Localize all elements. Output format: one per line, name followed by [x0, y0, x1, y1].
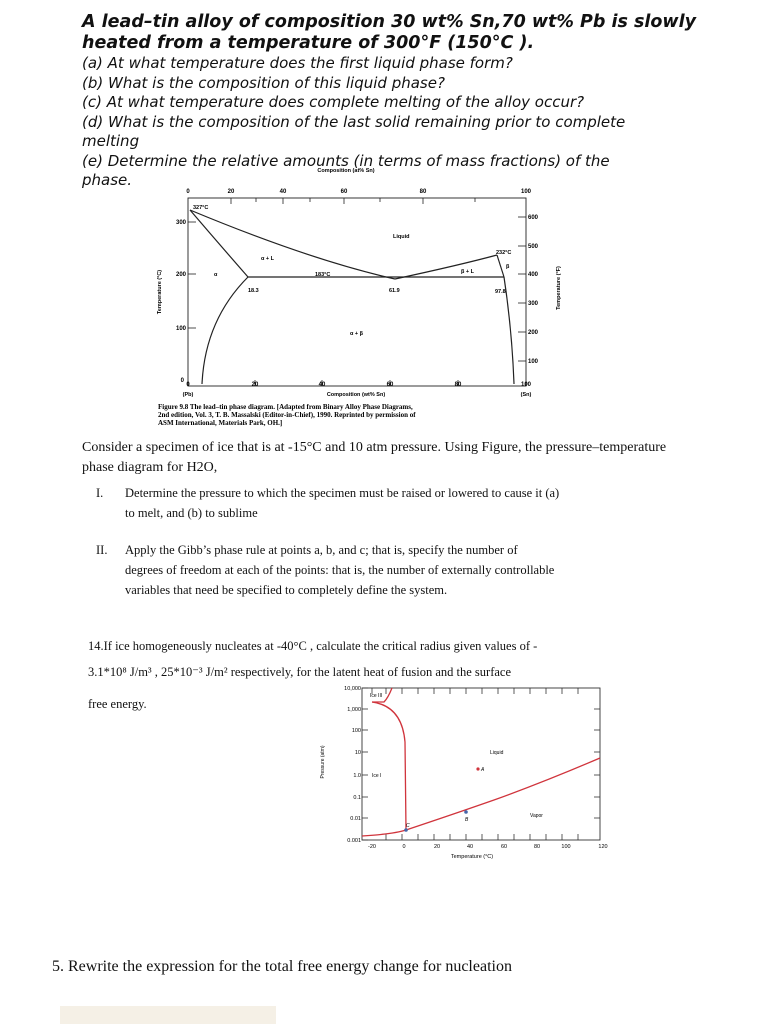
diagram-frame [188, 198, 526, 386]
pb-label: (Pb) [182, 392, 194, 398]
label-beta: β [506, 264, 510, 270]
label-alpha-l: α + L [261, 256, 275, 262]
bottom-tick-0: 0 [186, 382, 190, 388]
question-e-line1: (e) Determine the relative amounts (in terms of mass fractions) of the [82, 151, 610, 170]
bottom-tick-100: 100 [520, 382, 532, 388]
y-tick-1000: 1,000 [347, 707, 361, 713]
question-d-line2: melting [82, 132, 140, 150]
bottom-tick-20: 20 [251, 382, 259, 388]
top-axis-label: Composition (at% Sn) [317, 168, 375, 174]
label-18-3: 18.3 [248, 288, 259, 294]
label-h2o-liquid: Liquid [490, 750, 504, 756]
problem5-formula-box [60, 1006, 276, 1024]
top-tick-0: 0 [186, 189, 190, 195]
point-a-marker [476, 767, 479, 770]
label-ice-1: Ice I [372, 773, 382, 779]
item2-number: II. [96, 543, 108, 557]
left-tick-200: 200 [175, 272, 186, 278]
x-tick-20: 20 [433, 844, 441, 850]
x-tick-80: 80 [533, 844, 541, 850]
y-tick-0-01: 0.01 [350, 816, 361, 822]
h2o-y-axis-label: Pressure (atm) [320, 745, 326, 779]
point-b-marker [464, 810, 468, 814]
point-b-label: B [465, 817, 469, 823]
x-tick-0: 0 [402, 844, 406, 850]
label-183: 183°C [315, 272, 331, 278]
item1-number: I. [96, 486, 104, 500]
question-a: (a) At what temperature does the first liquid phase form? [82, 54, 513, 72]
y-tick-100: 100 [351, 728, 361, 734]
point-a-label: A [481, 767, 485, 773]
problem14-line1: 14.If ice homogeneously nucleates at -40°C , calculate the critical radius given values of - [88, 639, 538, 653]
x-tick-minus20: -20 [368, 844, 376, 850]
figure-caption-3: ASM International, Materials Park, OH.] [158, 419, 283, 427]
y-tick-10: 10 [354, 750, 361, 756]
right-tick-200: 200 [528, 330, 539, 336]
figure-caption-2: 2nd edition, Vol. 3, T. B. Massalski (Editor-in-Chief), 1990. Reprinted by permission of [158, 411, 416, 419]
question-e-line2: phase. [82, 171, 133, 189]
h2o-x-axis-label: Temperature (°C) [450, 854, 494, 860]
problem1-title-line2: heated from a temperature of 300°F (150°C ). [82, 33, 535, 53]
label-beta-l: β + L [461, 269, 474, 275]
question-b: (b) What is the composition of this liquid phase? [82, 73, 445, 92]
label-liquid: Liquid [393, 234, 410, 240]
right-tick-500: 500 [528, 244, 539, 250]
label-327: 327°C [193, 205, 209, 211]
top-tick-80: 80 [419, 189, 427, 195]
label-61-9: 61.9 [389, 288, 400, 294]
left-tick-300: 300 [175, 220, 186, 226]
h2o-frame [362, 688, 600, 840]
x-tick-40: 40 [466, 844, 474, 850]
left-tick-100: 100 [175, 326, 186, 332]
problem2-intro-line1: Consider a specimen of ice that is at -15°C and 10 atm pressure. Using Figure, the pressure–temperature [82, 440, 667, 455]
label-vapor: Vapor [530, 813, 543, 819]
question-c: (c) At what temperature does complete melting of the alloy occur? [82, 93, 585, 111]
top-tick-60: 60 [340, 189, 348, 195]
problem2-intro-line2: phase diagram for H2O, [82, 460, 218, 475]
problem14-line3: free energy. [88, 697, 147, 711]
sn-label: (Sn) [520, 392, 532, 398]
question-d-line1: (d) What is the composition of the last solid remaining prior to complete [82, 112, 626, 131]
problem2-item1 [96, 483, 716, 523]
h2o-phase-curves [362, 688, 600, 836]
y-tick-0-001: 0.001 [347, 838, 361, 844]
label-232: 232°C [496, 250, 512, 256]
right-axis-label: Temperature (°F) [556, 266, 562, 310]
right-tick-100: 100 [528, 359, 539, 365]
bottom-tick-40: 40 [318, 382, 326, 388]
item2-line3: variables that need be specified to completely define the system. [125, 583, 448, 597]
problem2-intro [82, 438, 722, 478]
problem14-line2: 3.1*10⁸ J/m³ , 25*10⁻³ J/m² respectively, for the latent heat of fusion and the surface [88, 665, 512, 679]
x-tick-60: 60 [500, 844, 508, 850]
bottom-tick-80: 80 [454, 382, 462, 388]
left-tick-0: 0 [180, 378, 184, 384]
figure-caption-1: Figure 9.8 The lead–tin phase diagram. [Adapted from Binary Alloy Phase Diagrams, [158, 403, 413, 411]
x-tick-100: 100 [561, 844, 571, 850]
y-tick-0-1: 0.1 [353, 795, 361, 801]
top-tick-40: 40 [279, 189, 287, 195]
right-tick-400: 400 [528, 272, 539, 278]
item1-line1: Determine the pressure to which the specimen must be raised or lowered to cause it (a) [125, 486, 560, 500]
left-axis-label: Temperature (°C) [157, 269, 163, 315]
h2o-phase-diagram [314, 682, 614, 872]
pbsn-phase-diagram [150, 160, 570, 430]
label-alpha: α [214, 272, 218, 278]
item1-line2: to melt, and (b) to sublime [125, 506, 258, 520]
x-tick-120: 120 [598, 844, 608, 850]
top-tick-20: 20 [227, 189, 235, 195]
problem1-title-line1: A lead–tin alloy of composition 30 wt% Sn,70 wt% Pb is slowly [82, 12, 696, 32]
item2-line1: Apply the Gibb’s phase rule at points a, b, and c; that is, specify the number of [125, 543, 518, 557]
point-c-label: C [406, 823, 410, 829]
problem5-text: 5. Rewrite the expression for the total free energy change for nucleation [52, 958, 512, 975]
label-alpha-beta: α + β [350, 331, 364, 337]
phase-boundaries [190, 210, 514, 384]
label-ice-3: Ice III [370, 693, 383, 699]
top-tick-100: 100 [520, 189, 532, 195]
problem2-item2 [96, 540, 716, 600]
y-tick-1: 1.0 [353, 773, 361, 779]
bottom-tick-60: 60 [386, 382, 394, 388]
right-tick-600: 600 [528, 215, 539, 221]
item2-line2: degrees of freedom at each of the points: that is, the number of externally controllable [125, 563, 555, 577]
bottom-axis-label: Composition (wt% Sn) [326, 392, 386, 398]
y-tick-10000: 10,000 [344, 686, 361, 692]
right-tick-300: 300 [528, 301, 539, 307]
label-97-8: 97.8 [495, 289, 506, 295]
